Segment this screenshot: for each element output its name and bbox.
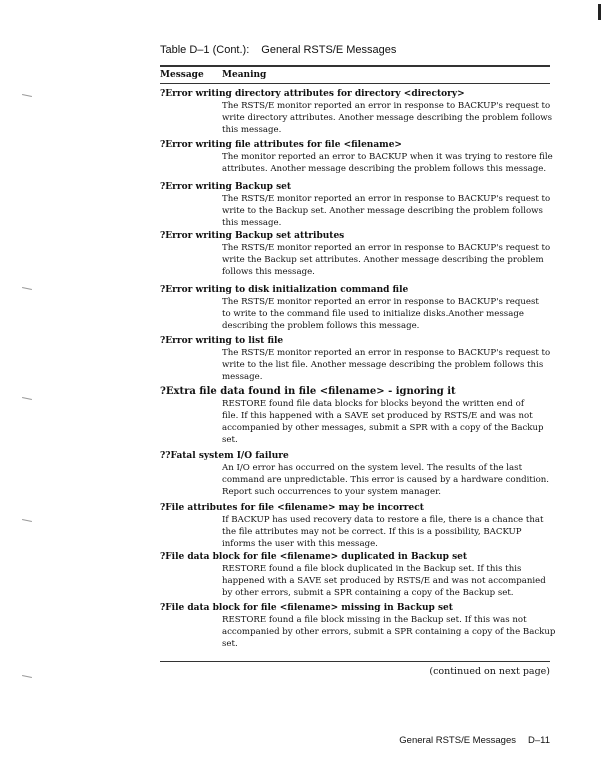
meaning-line: The RSTS/E monitor reported an error in response to BACKUP's request to (222, 243, 551, 253)
message-entry (160, 502, 560, 550)
meaning-line: file. If this happened with a SAVE set produced by RSTS/E and was not (222, 411, 533, 421)
message-entry (160, 139, 560, 175)
meaning-line: this message. (222, 125, 282, 135)
meaning-line: follows this message. (222, 267, 315, 277)
column-header-meaning: Meaning (222, 70, 267, 80)
message-entry (160, 602, 560, 650)
meaning-line: this message. (222, 218, 282, 228)
message-entry (160, 284, 560, 332)
page-number: D–11 (527, 735, 550, 746)
meaning-line: The RSTS/E monitor reported an error in response to BACKUP's request to (222, 194, 551, 204)
message-meaning (222, 151, 560, 175)
table-number: Table D–1 (Cont.): (160, 44, 250, 56)
column-header-message: Message (160, 70, 204, 80)
message-entry (160, 230, 560, 278)
meaning-line: write to the Backup set. Another message describing the problem follows (222, 206, 543, 216)
message-text: ?Error writing directory attributes for directory <directory> (160, 89, 465, 99)
message-text: ?Error writing to list file (160, 336, 284, 346)
message-meaning (222, 193, 560, 229)
message-meaning (222, 563, 560, 599)
continued-note: (continued on next page) (429, 666, 550, 677)
meaning-line: The RSTS/E monitor reported an error in response to BACKUP's request (222, 297, 539, 307)
meaning-line: happened with a SAVE set produced by RSTS/E and was not accompanied (222, 576, 546, 586)
bottom-rule (160, 661, 550, 662)
table-title (160, 44, 396, 56)
message-text: ?Extra file data found in file <filename> - ignoring it (160, 386, 456, 397)
margin-mark (22, 397, 32, 400)
footer-section: General RSTS/E Messages (399, 735, 516, 746)
meaning-line: message. (222, 372, 263, 382)
message-meaning (222, 514, 560, 550)
meaning-line: accompanied by other messages, submit a SPR with a copy of the Backup (222, 423, 544, 433)
meaning-line: the file attributes may not be correct. If this is a possibility, BACKUP (222, 527, 522, 537)
table-name: General RSTS/E Messages (261, 44, 397, 56)
message-text: ?File attributes for file <filename> may be incorrect (160, 503, 424, 513)
message-meaning (222, 100, 560, 136)
meaning-line: write directory attributes. Another message describing the problem follows (222, 113, 553, 123)
message-entry (160, 88, 560, 136)
message-entry (160, 335, 560, 383)
meaning-line: accompanied by other errors, submit a SPR containing a copy of the Backup (222, 627, 556, 637)
margin-mark (22, 519, 32, 522)
message-meaning (222, 462, 560, 498)
meaning-line: If BACKUP has used recovery data to restore a file, there is a chance that (222, 515, 544, 525)
meaning-line: describing the problem follows this message. (222, 321, 420, 331)
message-meaning (222, 347, 560, 383)
meaning-line: write to the list file. Another message describing the problem follows this (222, 360, 544, 370)
meaning-line: set. (222, 435, 238, 445)
message-entry (160, 386, 560, 446)
meaning-line: The RSTS/E monitor reported an error in response to BACKUP's request to (222, 348, 551, 358)
message-entry (160, 551, 560, 599)
meaning-line: attributes. Another message describing the problem follows this message. (222, 164, 547, 174)
meaning-line: informs the user with this message. (222, 539, 378, 549)
page-footer (399, 735, 550, 746)
margin-mark (22, 94, 32, 97)
message-text: ?Error writing file attributes for file <filename> (160, 140, 402, 150)
message-text: ?Error writing Backup set attributes (160, 231, 345, 241)
meaning-line: RESTORE found file data blocks for blocks beyond the written end of (222, 399, 525, 409)
message-text: ?File data block for file <filename> missing in Backup set (160, 603, 453, 613)
message-meaning (222, 614, 560, 650)
scan-mark (598, 4, 601, 20)
meaning-line: to write to the command file used to initialize disks.Another message (222, 309, 524, 319)
message-entry (160, 450, 560, 498)
message-text: ??Fatal system I/O failure (160, 451, 289, 461)
message-meaning (222, 398, 560, 446)
meaning-line: write the Backup set attributes. Another message describing the problem (222, 255, 544, 265)
header-rule (160, 83, 550, 84)
meaning-line: command are unpredictable. This error is caused by a hardware condition. (222, 475, 550, 485)
message-text: ?Error writing Backup set (160, 182, 292, 192)
meaning-line: set. (222, 639, 238, 649)
message-text: ?File data block for file <filename> duplicated in Backup set (160, 552, 468, 562)
meaning-line: Report such occurrences to your system manager. (222, 487, 442, 497)
meaning-line: by other errors, submit a SPR containing a copy of the Backup set. (222, 588, 514, 598)
margin-mark (22, 675, 32, 678)
message-entry (160, 181, 560, 229)
margin-mark (22, 287, 32, 290)
message-text: ?Error writing to disk initialization command file (160, 285, 409, 295)
top-rule (160, 65, 550, 67)
message-meaning (222, 242, 560, 278)
meaning-line: The RSTS/E monitor reported an error in response to BACKUP's request to (222, 101, 551, 111)
message-meaning (222, 296, 560, 332)
meaning-line: RESTORE found a file block duplicated in the Backup set. If this this (222, 564, 522, 574)
meaning-line: An I/O error has occurred on the system level. The results of the last (222, 463, 523, 473)
meaning-line: The monitor reported an error to BACKUP when it was trying to restore file (222, 152, 553, 162)
meaning-line: RESTORE found a file block missing in the Backup set. If this was not (222, 615, 527, 625)
